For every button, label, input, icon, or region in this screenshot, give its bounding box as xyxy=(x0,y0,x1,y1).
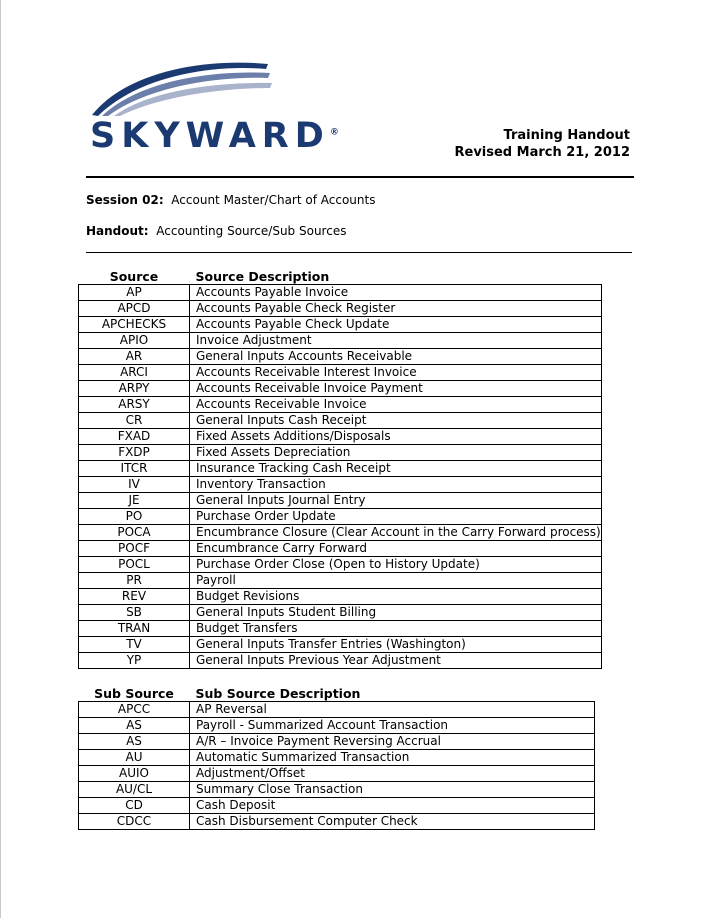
description-cell: Cash Deposit xyxy=(190,798,595,814)
code-cell: AU/CL xyxy=(79,782,190,798)
logo-wordmark: SKYWARD® xyxy=(90,116,339,156)
description-cell: General Inputs Previous Year Adjustment xyxy=(190,653,602,669)
table-row xyxy=(79,413,602,429)
description-cell: Purchase Order Close (Open to History Update) xyxy=(190,557,602,573)
code-cell: FXAD xyxy=(79,429,190,445)
table-row xyxy=(79,702,595,718)
session-line xyxy=(86,193,375,207)
source-col-header: Source xyxy=(109,269,159,284)
description-cell: General Inputs Student Billing xyxy=(190,605,602,621)
code-cell: IV xyxy=(79,477,190,493)
description-cell: Accounts Receivable Interest Invoice xyxy=(190,365,602,381)
code-cell: PO xyxy=(79,509,190,525)
table-row xyxy=(79,397,602,413)
description-cell: Summary Close Transaction xyxy=(190,782,595,798)
table-row xyxy=(79,589,602,605)
code-cell: APCD xyxy=(79,301,190,317)
description-cell: General Inputs Cash Receipt xyxy=(190,413,602,429)
handout-label: Handout: xyxy=(86,224,149,238)
description-cell: Accounts Payable Invoice xyxy=(190,285,602,301)
code-cell: ITCR xyxy=(79,461,190,477)
source-table xyxy=(78,268,602,669)
description-cell: Payroll xyxy=(190,573,602,589)
table-row xyxy=(79,493,602,509)
revision-date: Revised March 21, 2012 xyxy=(454,145,630,160)
table-row xyxy=(79,285,602,301)
description-cell: Accounts Payable Check Update xyxy=(190,317,602,333)
code-cell: YP xyxy=(79,653,190,669)
code-cell: APCC xyxy=(79,702,190,718)
table-row xyxy=(79,750,595,766)
code-cell: FXDP xyxy=(79,445,190,461)
description-cell: Budget Transfers xyxy=(190,621,602,637)
code-cell: POCL xyxy=(79,557,190,573)
table-row xyxy=(79,365,602,381)
code-cell: JE xyxy=(79,493,190,509)
table-row xyxy=(79,718,595,734)
code-cell: SB xyxy=(79,605,190,621)
description-cell: Encumbrance Closure (Clear Account in the Carry Forward process) xyxy=(190,525,602,541)
code-cell: ARPY xyxy=(79,381,190,397)
table-row xyxy=(79,429,602,445)
subsource-table xyxy=(78,685,595,830)
description-cell: Automatic Summarized Transaction xyxy=(190,750,595,766)
description-cell: Purchase Order Update xyxy=(190,509,602,525)
code-cell: ARCI xyxy=(79,365,190,381)
description-cell: Fixed Assets Additions/Disposals xyxy=(190,429,602,445)
code-cell: REV xyxy=(79,589,190,605)
description-cell: Budget Revisions xyxy=(190,589,602,605)
table-row xyxy=(79,573,602,589)
description-cell: Accounts Receivable Invoice Payment xyxy=(190,381,602,397)
subsource-desc-col-header: Sub Source Description xyxy=(195,686,361,701)
logo-swoosh xyxy=(88,60,288,120)
description-cell: General Inputs Accounts Receivable xyxy=(190,349,602,365)
description-cell: Insurance Tracking Cash Receipt xyxy=(190,461,602,477)
description-cell: Accounts Receivable Invoice xyxy=(190,397,602,413)
description-cell: General Inputs Transfer Entries (Washington) xyxy=(190,637,602,653)
code-cell: CR xyxy=(79,413,190,429)
table-row xyxy=(79,734,595,750)
description-cell: Cash Disbursement Computer Check xyxy=(190,814,595,830)
description-cell: A/R – Invoice Payment Reversing Accrual xyxy=(190,734,595,750)
code-cell: AS xyxy=(79,718,190,734)
table-row xyxy=(79,798,595,814)
table-row xyxy=(79,782,595,798)
description-cell: Invoice Adjustment xyxy=(190,333,602,349)
code-cell: AU xyxy=(79,750,190,766)
code-cell: ARSY xyxy=(79,397,190,413)
description-cell: Encumbrance Carry Forward xyxy=(190,541,602,557)
handout-value: Accounting Source/Sub Sources xyxy=(156,224,347,238)
code-cell: AS xyxy=(79,734,190,750)
table-row xyxy=(79,525,602,541)
table-row xyxy=(79,541,602,557)
skyward-logo xyxy=(88,60,339,156)
code-cell: TV xyxy=(79,637,190,653)
table-row xyxy=(79,381,602,397)
code-cell: POCF xyxy=(79,541,190,557)
code-cell: AUIO xyxy=(79,766,190,782)
source-desc-col-header: Source Description xyxy=(195,269,330,284)
handout-line xyxy=(86,224,346,238)
description-cell: Inventory Transaction xyxy=(190,477,602,493)
table-row xyxy=(79,445,602,461)
table-row xyxy=(79,333,602,349)
code-cell: CDCC xyxy=(79,814,190,830)
table-row xyxy=(79,605,602,621)
table-row xyxy=(79,461,602,477)
table-row xyxy=(79,621,602,637)
table-row xyxy=(79,637,602,653)
code-cell: PR xyxy=(79,573,190,589)
header-info xyxy=(455,127,631,161)
code-cell: AP xyxy=(79,285,190,301)
subsource-col-header: Sub Source xyxy=(94,686,174,701)
code-cell: CD xyxy=(79,798,190,814)
description-cell: Fixed Assets Depreciation xyxy=(190,445,602,461)
meta-divider xyxy=(86,252,632,253)
description-cell: General Inputs Journal Entry xyxy=(190,493,602,509)
table-row xyxy=(79,317,602,333)
code-cell: APIO xyxy=(79,333,190,349)
table-row xyxy=(79,557,602,573)
table-row xyxy=(79,814,595,830)
code-cell: AR xyxy=(79,349,190,365)
table-row xyxy=(79,477,602,493)
code-cell: APCHECKS xyxy=(79,317,190,333)
page-left-edge xyxy=(0,0,1,918)
handout-type: Training Handout xyxy=(503,128,630,143)
description-cell: Payroll - Summarized Account Transaction xyxy=(190,718,595,734)
session-value: Account Master/Chart of Accounts xyxy=(171,193,376,207)
table-row xyxy=(79,509,602,525)
header-divider xyxy=(86,176,634,178)
description-cell: AP Reversal xyxy=(190,702,595,718)
session-label: Session 02: xyxy=(86,193,164,207)
description-cell: Accounts Payable Check Register xyxy=(190,301,602,317)
table-row xyxy=(79,766,595,782)
table-row xyxy=(79,349,602,365)
table-row xyxy=(79,653,602,669)
code-cell: POCA xyxy=(79,525,190,541)
table-row xyxy=(79,301,602,317)
code-cell: TRAN xyxy=(79,621,190,637)
description-cell: Adjustment/Offset xyxy=(190,766,595,782)
